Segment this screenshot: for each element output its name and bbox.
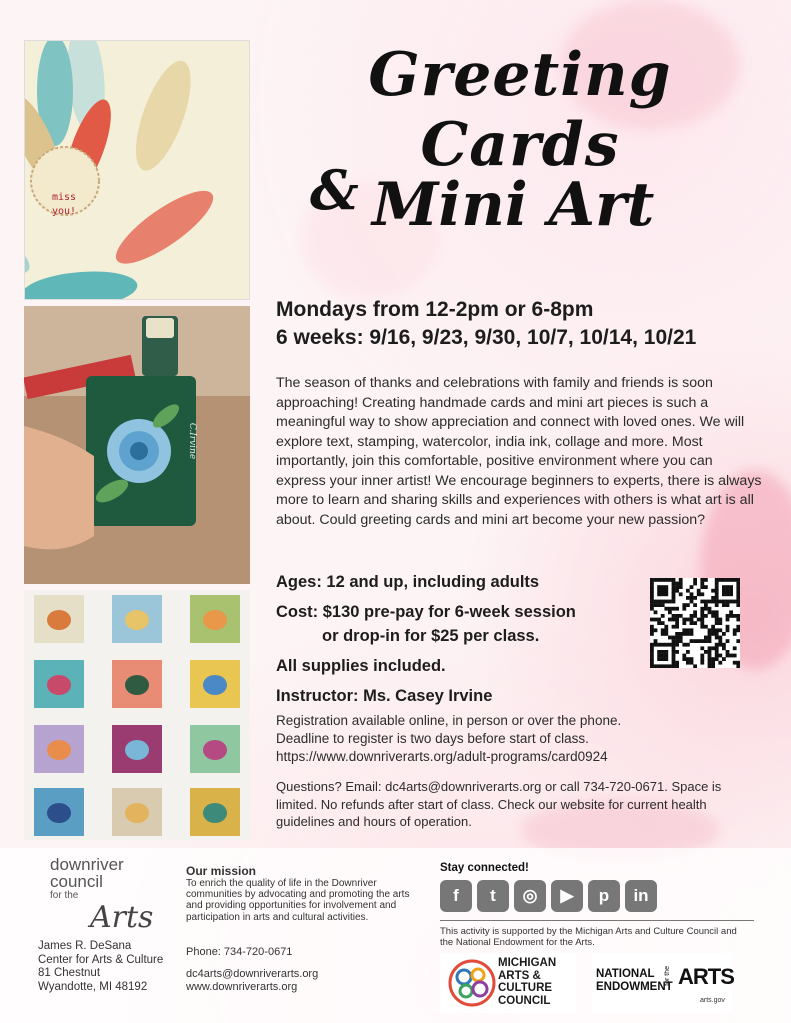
registration-line1: Registration available online, in person or over the phone. bbox=[276, 713, 622, 728]
title-line1: Greeting Cards bbox=[368, 40, 672, 180]
painting-signature: C.Irvine bbox=[187, 422, 198, 460]
mini-bird-paintings-photo bbox=[24, 590, 250, 840]
class-details bbox=[276, 570, 576, 708]
title-ampersand: & bbox=[310, 158, 359, 222]
ages: Ages: 12 and up, including adults bbox=[276, 573, 540, 591]
logo-word-downriver: downriver bbox=[50, 855, 124, 874]
nea-wordmark bbox=[596, 968, 673, 993]
nea-arts: ARTS bbox=[678, 964, 734, 989]
nea-line1: NATIONAL bbox=[596, 968, 655, 980]
paper-flower-illustration bbox=[25, 41, 250, 300]
bird-tile bbox=[34, 788, 84, 836]
address-center: Center for Arts & Culture bbox=[38, 953, 164, 966]
registration-info bbox=[276, 712, 756, 766]
nea-for-the: for the bbox=[664, 966, 671, 986]
supplies: All supplies included. bbox=[276, 657, 446, 675]
questions-info: Questions? Email: dc4arts@downriverarts.org or call 734-720-0671. Space is limited. No refunds after start of class. Check our website for current health guidelines and hours of operation. bbox=[276, 779, 722, 829]
bird-tile bbox=[190, 725, 240, 773]
email-link[interactable]: dc4arts@downriverarts.org bbox=[186, 968, 319, 980]
cost-line2: or drop-in for $25 per class. bbox=[322, 627, 540, 645]
website-link[interactable]: www.downriverarts.org bbox=[186, 981, 298, 993]
bird-tile bbox=[112, 725, 162, 773]
schedule-dates: 6 weeks: 9/16, 9/23, 9/30, 10/7, 10/14, 10/21 bbox=[276, 326, 697, 349]
greeting-card-photo bbox=[24, 40, 250, 300]
support-statement: This activity is supported by the Michigan Arts and Culture Council and the National Endowment for the Arts. bbox=[440, 926, 737, 948]
registration-url[interactable]: https://www.downriverarts.org/adult-programs/card0924 bbox=[276, 749, 608, 764]
phone[interactable]: Phone: 734-720-0671 bbox=[186, 946, 293, 958]
bird-tile bbox=[190, 788, 240, 836]
schedule bbox=[276, 296, 696, 352]
twitter-icon[interactable]: t bbox=[477, 880, 509, 912]
bird-tile bbox=[112, 595, 162, 643]
qr-code[interactable] bbox=[650, 578, 740, 668]
card-label bbox=[49, 191, 79, 219]
instagram-icon[interactable]: ◎ bbox=[514, 880, 546, 912]
bird-tile bbox=[190, 660, 240, 708]
footer-divider bbox=[440, 920, 754, 921]
facebook-icon[interactable]: f bbox=[440, 880, 472, 912]
address bbox=[38, 940, 163, 994]
painted-box-photo bbox=[24, 306, 250, 584]
macc-wordmark bbox=[498, 957, 556, 1007]
schedule-days: Mondays from 12-2pm or 6-8pm bbox=[276, 298, 594, 321]
linkedin-icon[interactable]: in bbox=[625, 880, 657, 912]
bird-paintings-grid bbox=[24, 590, 250, 840]
mission-text: To enrich the quality of life in the Downriver communities by advocating and promoting the arts and providing opportunities for involvement and participation in arts and cultural activities. bbox=[186, 878, 410, 923]
contact-info bbox=[186, 946, 318, 994]
address-name: James R. DeSana bbox=[38, 940, 132, 952]
bird-tile bbox=[112, 660, 162, 708]
youtube-icon[interactable]: ▶ bbox=[551, 880, 583, 912]
title-line2: Mini Art bbox=[372, 170, 655, 240]
painted-box-illustration bbox=[24, 306, 250, 584]
address-street: 81 Chestnut bbox=[38, 967, 101, 979]
macc-line2: ARTS & bbox=[498, 969, 541, 982]
address-city: Wyandotte, MI 48192 bbox=[38, 980, 148, 993]
instructor: Instructor: Ms. Casey Irvine bbox=[276, 687, 493, 705]
pinterest-icon[interactable]: p bbox=[588, 880, 620, 912]
bird-tile bbox=[34, 660, 84, 708]
description: The season of thanks and celebrations with family and friends is soon approaching! Creating handmade cards and mini art pieces is such a meaningful way to show appreciation and connect with loved ones. We will explore text, stamping, watercolor, india ink, collage and more. Most importantly, join this comfortable, positive environment where you can express your inner artist! We encourage beginners to experts, there is always more to learn and sharing skills and experiences with others is what art is all about. Could greeting cards and mini art become your new passion? bbox=[276, 375, 762, 528]
stay-connected-heading: Stay connected! bbox=[440, 862, 529, 874]
bird-tile bbox=[190, 595, 240, 643]
nea-line2: ENDOWMENT bbox=[596, 980, 673, 993]
macc-line3: CULTURE bbox=[498, 982, 553, 994]
macc-line1: MICHIGAN bbox=[498, 957, 557, 969]
logo-word-for-the: for the bbox=[50, 890, 79, 901]
mission bbox=[186, 864, 411, 923]
cost-line1: Cost: $130 pre-pay for 6-week session bbox=[276, 603, 576, 621]
dca-logo bbox=[50, 856, 124, 902]
social-links bbox=[440, 880, 657, 912]
card-label-line2: you! bbox=[51, 206, 77, 217]
bird-tile bbox=[34, 725, 84, 773]
macc-circles-icon bbox=[444, 955, 500, 1011]
bird-tile bbox=[34, 595, 84, 643]
bird-tile bbox=[112, 788, 162, 836]
card-label-line1: miss bbox=[51, 192, 77, 203]
qr-code-graphic bbox=[650, 578, 740, 668]
logo-word-council: council bbox=[50, 872, 103, 891]
logo-word-arts: Arts bbox=[90, 900, 154, 935]
registration-deadline: Deadline to register is two days before start of class. bbox=[276, 731, 589, 746]
macc-line4: COUNCIL bbox=[498, 994, 551, 1007]
nea-domain: arts.gov bbox=[700, 997, 725, 1004]
mission-heading: Our mission bbox=[186, 864, 257, 878]
